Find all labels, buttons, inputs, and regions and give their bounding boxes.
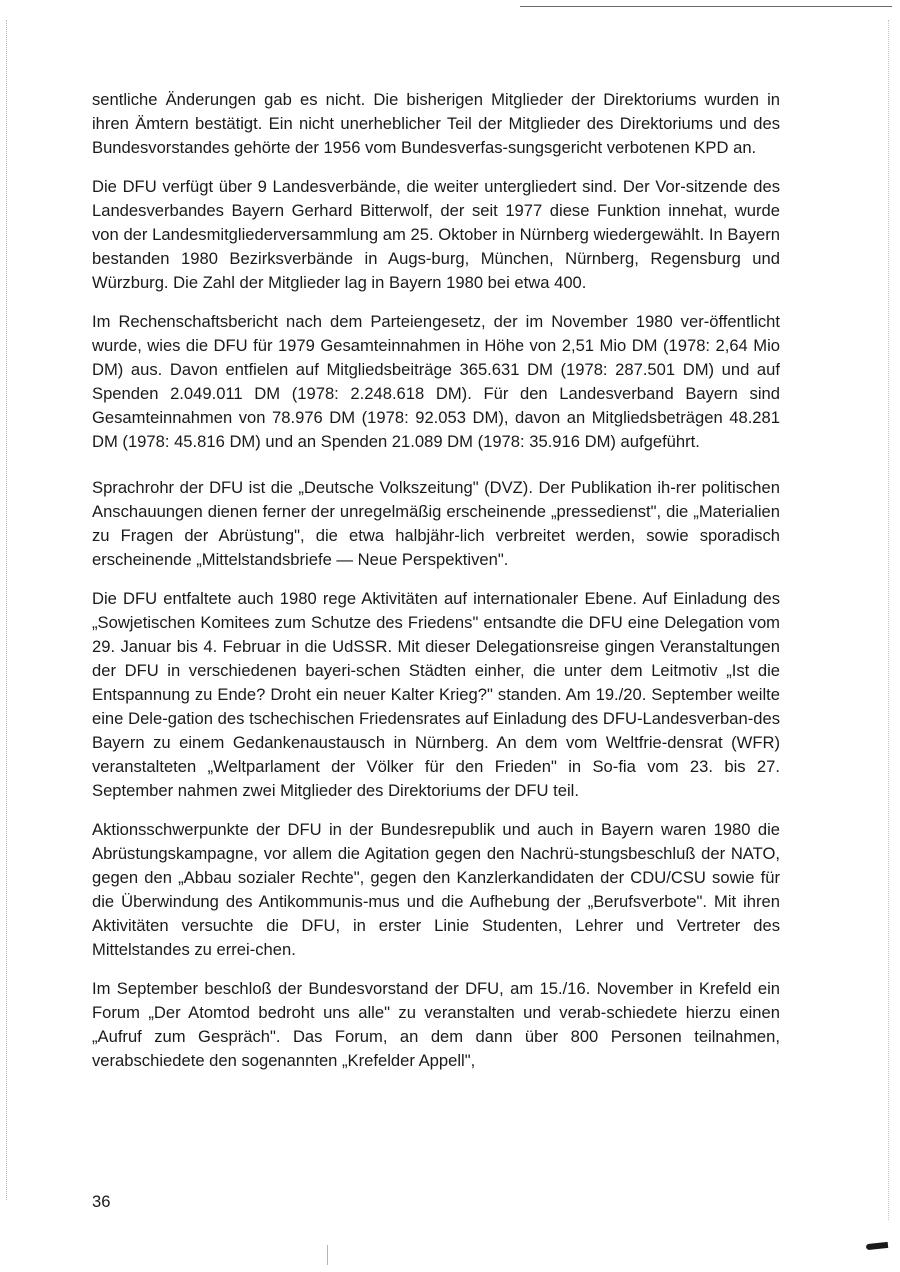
top-rule (520, 6, 892, 7)
page-body (92, 88, 780, 1088)
corner-mark (866, 1242, 889, 1250)
scan-mark (327, 1245, 328, 1265)
paragraph-finances: Im Rechenschaftsbericht nach dem Parteiengesetz, der im November 1980 ver-öffentlicht wurde, wies die DFU für 1979 Gesamteinnahmen in Höhe von 2,51 Mio DM (1978: 2,64 Mio DM) aus. Davon entfielen auf Mitgliedsbeiträge 365.631 DM (1978: 287.501 DM) und auf Spenden 2.049.011 DM (1978: 2.248.618 DM). Für den Landesverband Bayern sind Gesamteinnahmen von 78.976 DM (1978: 92.053 DM), davon an Mitgliedsbeträgen 48.281 DM (1978: 45.816 DM) und an Spenden 21.089 DM (1978: 35.916 DM) aufgeführt. (92, 312, 780, 451)
left-scan-edge (6, 20, 7, 1200)
page-number: 36 (92, 1192, 111, 1211)
paragraph-publications: Sprachrohr der DFU ist die „Deutsche Volkszeitung" (DVZ). Der Publikation ih-rer politischen Anschauungen dienen ferner der unregelmäßig erscheinende „pressedienst", die „Materialien zu Fragen der Abrüstung", die etwa halbjähr-lich verbreitet werden, sowie sporadisch erscheinende „Mittelstandsbriefe — Neue Perspektiven". (92, 478, 780, 569)
paragraph-international: Die DFU entfaltete auch 1980 rege Aktivitäten auf internationaler Ebene. Auf Einladung des „Sowjetischen Komitees zum Schutze des Friedens" entsandte die DFU eine Delegation vom 29. Januar bis 4. Februar in die UdSSR. Mit dieser Delegationsreise gingen Veranstaltungen der DFU in verschiedenen bayeri-schen Städten einher, die unter dem Leitmotiv „Ist die Entspannung zu Ende? Droht ein neuer Kalter Krieg?" standen. Am 19./20. September weilte eine Dele-gation des tschechischen Friedensrates auf Einladung des DFU-Landesverban-des Bayern zu einem Gedankenaustausch in Nürnberg. An dem vom Weltfrie-densrat (WFR) veranstalteten „Weltparlament der Völker für den Frieden" in So-fia vom 23. bis 27. September nahmen zwei Mitglieder des Direktoriums der DFU teil. (92, 589, 780, 800)
right-scan-edge (888, 20, 889, 1220)
paragraph-changes: sentliche Änderungen gab es nicht. Die bisherigen Mitglieder der Direktoriums wurden in ihren Ämtern bestätigt. Ein nicht unerheblicher Teil der Mitglieder des Direktoriums und des Bundesvorstandes gehörte der 1956 vom Bundesverfas-sungsgericht verbotenen KPD an. (92, 90, 780, 157)
paragraph-landesverbaende: Die DFU verfügt über 9 Landesverbände, die weiter untergliedert sind. Der Vor-sitzende des Landesverbandes Bayern Gerhard Bitterwolf, der seit 1977 diese Funktion innehat, wurde von der Landesmitgliederversammlung am 25. Oktober in Nürnberg wiedergewählt. In Bayern bestanden 1980 Bezirksverbände in Augs-burg, München, Nürnberg, Regensburg und Würzburg. Die Zahl der Mitglieder lag in Bayern 1980 bei etwa 400. (92, 177, 780, 292)
paragraph-campaigns: Aktionsschwerpunkte der DFU in der Bundesrepublik und auch in Bayern waren 1980 die Abrüstungskampagne, vor allem die Agitation gegen den Nachrü-stungsbeschluß der NATO, gegen den „Abbau sozialer Rechte", gegen den Kanzlerkandidaten der CDU/CSU sowie für die Überwindung des Antikommunis-mus und die Aufhebung der „Berufsverbote". Mit ihren Aktivitäten versuchte die DFU, in erster Linie Studenten, Lehrer und Vertreter des Mittelstandes zu errei-chen. (92, 820, 780, 959)
paragraph-forum: Im September beschloß der Bundesvorstand der DFU, am 15./16. November in Krefeld ein Forum „Der Atomtod bedroht uns alle" zu veranstalten und verab-schiedete hierzu einen „Aufruf zum Gespräch". Das Forum, an dem dann über 800 Personen teilnahmen, verabschiedete den sogenannten „Krefelder Appell", (92, 979, 780, 1070)
